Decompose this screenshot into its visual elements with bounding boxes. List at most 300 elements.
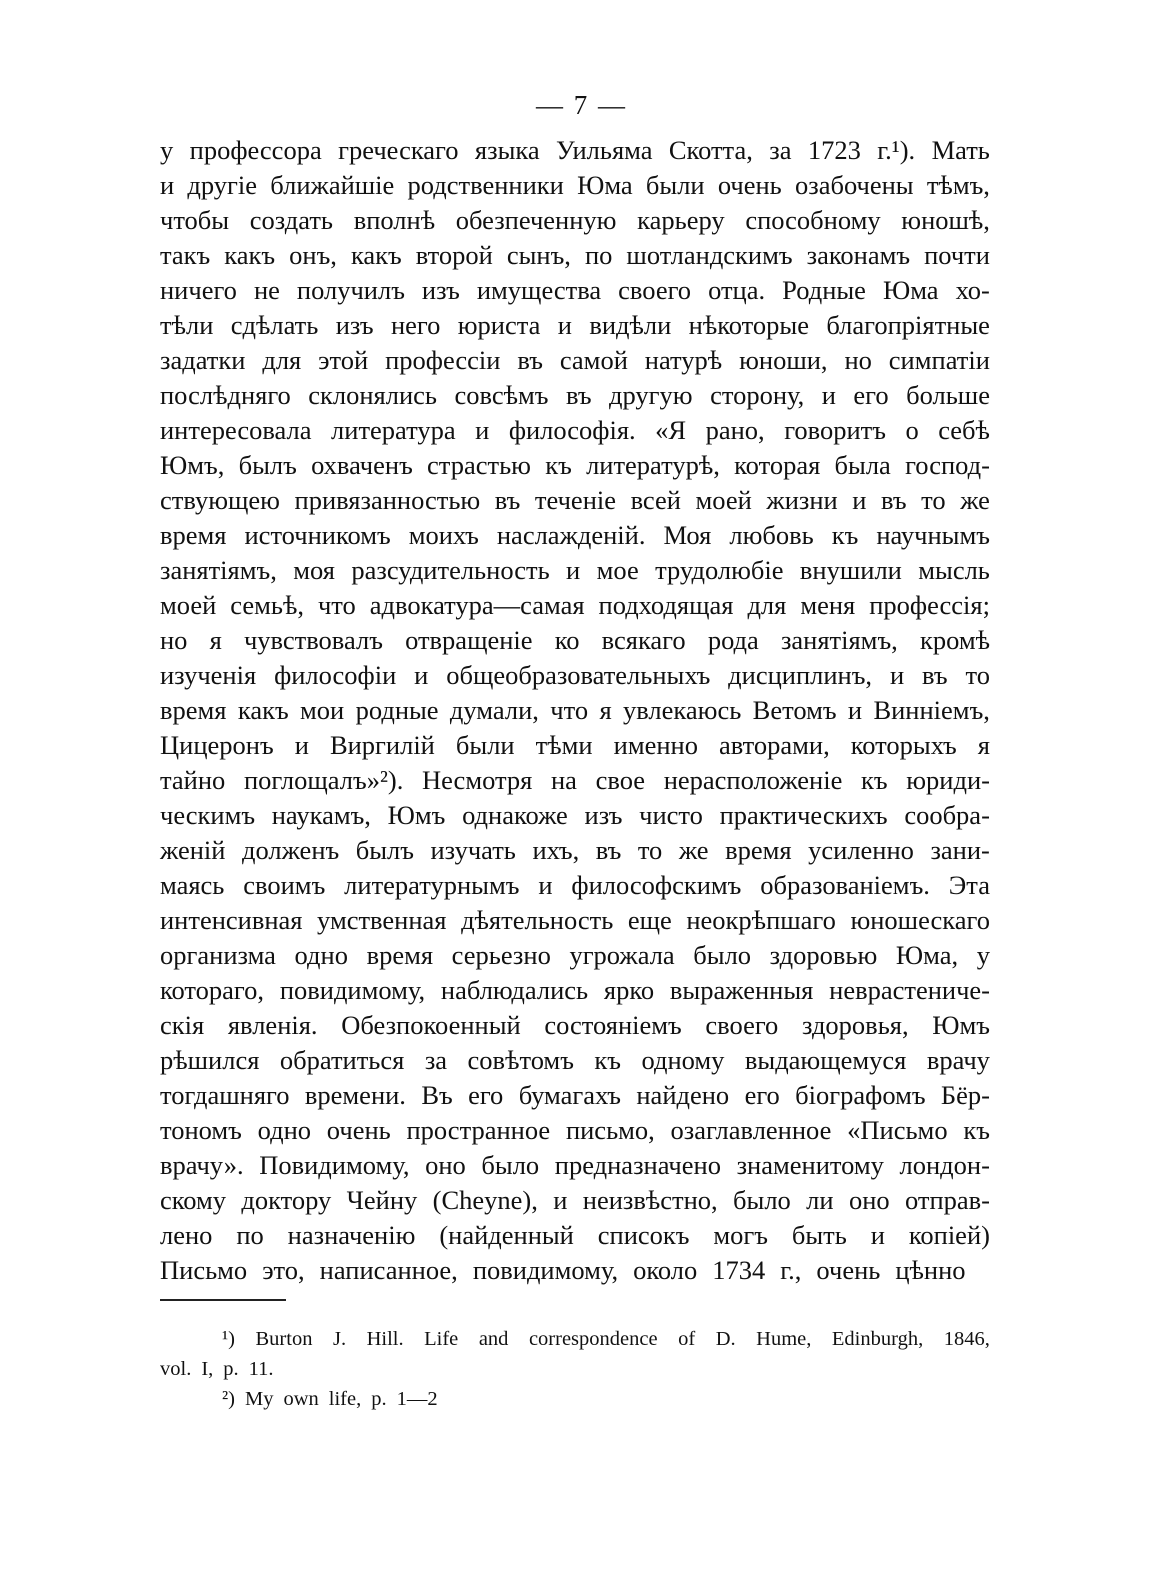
word: изъ [421, 275, 460, 305]
word: Чейну [346, 1185, 418, 1215]
word: авторами, [719, 730, 830, 760]
word: своимъ [243, 870, 326, 900]
word: рѣшился [160, 1045, 260, 1075]
word: лено [160, 1220, 213, 1250]
word: тѣли [160, 310, 214, 340]
word: Бёр- [940, 1080, 990, 1110]
word: однакоже [462, 800, 568, 830]
word: трудолюбіе [655, 555, 784, 585]
word: тономъ [160, 1115, 242, 1145]
word: of [678, 1328, 696, 1350]
word: юриди- [906, 765, 990, 795]
word: Edinburgh, [831, 1328, 924, 1350]
word: котораго, [160, 975, 265, 1005]
word: повидимому, [472, 1255, 619, 1285]
text-line [160, 203, 990, 238]
text-line [160, 1218, 990, 1253]
word: My [244, 1388, 274, 1410]
word: и [566, 555, 581, 585]
word: изъ [584, 800, 623, 830]
word: ²) [222, 1388, 235, 1410]
text-line [160, 448, 990, 483]
word: совѣтомъ [467, 1045, 574, 1075]
word: внушили [799, 555, 902, 585]
word: здоровью [769, 940, 878, 970]
word: дѣятельность [461, 905, 614, 935]
word: нерасположеніе [663, 765, 843, 795]
word: тогдашняго [160, 1080, 290, 1110]
word: я [977, 730, 990, 760]
word: около [633, 1255, 698, 1285]
text-line [160, 343, 990, 378]
word: жизни [766, 485, 838, 515]
text-line [160, 133, 990, 168]
word: я [599, 695, 612, 725]
word: здоровья, [801, 1010, 909, 1040]
word: всякаго [601, 625, 686, 655]
text-line [160, 938, 990, 973]
word: которая [734, 450, 821, 480]
word: ихъ, [532, 835, 580, 865]
text-line [160, 1113, 990, 1148]
word: юношескаго [850, 905, 990, 935]
word: то [965, 660, 990, 690]
word: на [551, 765, 577, 795]
word: къ [831, 520, 859, 550]
word: оно [848, 1185, 890, 1215]
word: ствующею [160, 485, 280, 515]
word: подходящая [598, 590, 734, 620]
word: дисциплинъ, [728, 660, 873, 690]
word: Юмъ, [160, 450, 225, 480]
text-line [160, 238, 990, 273]
word: ¹) [222, 1328, 235, 1350]
word: страстью [427, 450, 531, 480]
word: одно [257, 1115, 312, 1145]
word: чтобы [160, 205, 230, 235]
text-line [160, 763, 990, 798]
word: маясь [160, 870, 225, 900]
word: чисто [639, 800, 703, 830]
word: очень [326, 1115, 391, 1145]
word: обратиться [279, 1045, 405, 1075]
word: моя [293, 555, 335, 585]
word: родственники [407, 170, 564, 200]
word: практическихъ [719, 800, 888, 830]
footnote-2 [160, 1384, 990, 1414]
word: долженъ [241, 835, 340, 865]
word: сообра- [904, 800, 990, 830]
word: явленія. [227, 1010, 318, 1040]
word: усиленно [808, 835, 914, 865]
word: одному [641, 1045, 725, 1075]
text-line [160, 798, 990, 833]
word: изъ [335, 310, 374, 340]
word: 1846, [943, 1328, 990, 1350]
word: то [637, 835, 663, 865]
word: по [584, 240, 613, 270]
word: что [550, 695, 589, 725]
word: выдающемуся [744, 1045, 907, 1075]
word: философіи [274, 660, 397, 690]
word: 11. [248, 1358, 274, 1380]
word: увлекаюсь [623, 695, 742, 725]
word: любовь [729, 520, 814, 550]
word: но [844, 345, 872, 375]
word: занятіямъ, [780, 625, 898, 655]
word: наблюдались [440, 975, 589, 1005]
word: Родные [782, 275, 866, 305]
word: Мать [931, 135, 990, 165]
word: нѣкоторые [688, 310, 809, 340]
word: могъ [713, 1220, 768, 1250]
word: греческаго [338, 135, 459, 165]
word: научнымъ [876, 520, 990, 550]
text-line [160, 308, 990, 343]
word: за [769, 135, 792, 165]
text-line [160, 973, 990, 1008]
word: въ [494, 485, 521, 515]
word: какъ [350, 240, 402, 270]
word: ко [554, 625, 580, 655]
word: источникомъ [244, 520, 391, 550]
word: совсѣмъ [454, 380, 549, 410]
word: времени. [304, 1080, 406, 1110]
word: мое [596, 555, 639, 585]
word: которыхъ [850, 730, 957, 760]
word: оно [425, 1150, 466, 1180]
word: и [821, 380, 836, 410]
word: J. [332, 1328, 347, 1350]
word: Юмъ [387, 800, 446, 830]
word: и [557, 310, 572, 340]
text-line [160, 273, 990, 308]
word: Ветомъ [752, 695, 837, 725]
word: выраженныя [669, 975, 814, 1005]
word: карьеру [637, 205, 725, 235]
word: семьѣ, [230, 590, 304, 620]
word: изученія [160, 660, 257, 690]
word: поглощалъ»²). [243, 765, 404, 795]
word: не [253, 275, 280, 305]
word: г., [780, 1255, 802, 1285]
word: у [160, 135, 174, 165]
word: для [747, 590, 787, 620]
word: D. [715, 1328, 736, 1350]
word: быть [791, 1220, 847, 1250]
word: and [478, 1328, 509, 1350]
word: литературнымъ [344, 870, 520, 900]
word: этой [318, 345, 369, 375]
word: склонялись [308, 380, 438, 410]
word: философскимъ [571, 870, 742, 900]
word: своего [705, 1010, 779, 1040]
word: для [262, 345, 302, 375]
word: и [889, 660, 905, 690]
word: знаменитому [736, 1150, 884, 1180]
word: рано, [705, 415, 765, 445]
word: наукамъ, [271, 800, 371, 830]
word: родные [355, 695, 439, 725]
word: почти [924, 240, 990, 270]
text-line [160, 658, 990, 693]
word: 1723 [807, 135, 861, 165]
word: Life [424, 1328, 459, 1350]
word: найдено [636, 1080, 730, 1110]
word: Уильяма [556, 135, 653, 165]
text-line [160, 588, 990, 623]
word: къ [594, 1045, 621, 1075]
word: но [160, 625, 188, 655]
word: p. [223, 1358, 239, 1380]
main-text [160, 133, 990, 1288]
word: привязанностью [294, 485, 481, 515]
word: 1—2 [396, 1388, 438, 1410]
word: ческимъ [160, 800, 256, 830]
word: и [847, 695, 863, 725]
word: Повидимому, [259, 1150, 410, 1180]
word: назначенію [287, 1220, 416, 1250]
word: и [294, 730, 309, 760]
word: по [236, 1220, 264, 1250]
word: къ [545, 450, 572, 480]
word: въ [881, 485, 907, 515]
word: было [481, 1150, 540, 1180]
word: была [834, 450, 891, 480]
text-line [160, 518, 990, 553]
word: свое [595, 765, 646, 795]
footnote-1-continuation [160, 1354, 990, 1384]
word: одно [294, 940, 348, 970]
word: correspondence [528, 1328, 658, 1350]
word: послѣдняго [160, 380, 291, 410]
word: кромѣ [919, 625, 990, 655]
word: женій [160, 835, 226, 865]
word: было [693, 940, 752, 970]
word: Несмотря [422, 765, 533, 795]
word: время [160, 520, 227, 550]
word: vol. [160, 1358, 192, 1380]
text-line [160, 1043, 990, 1078]
word: время [366, 940, 434, 970]
word: его [468, 1080, 504, 1110]
word: въ [565, 380, 592, 410]
word: то [921, 485, 946, 515]
word: профессора [189, 135, 322, 165]
word: общеобразовательныхъ [446, 660, 711, 690]
word: повидимому, [279, 975, 426, 1005]
word: въ [595, 835, 622, 865]
word: біографомъ [795, 1080, 926, 1110]
word: моихъ [408, 520, 479, 550]
word: доктору [241, 1185, 332, 1215]
word: другіе [187, 170, 258, 200]
word: «Я [655, 415, 687, 445]
word: списокъ [597, 1220, 690, 1250]
word: Обезпокоенный [341, 1010, 521, 1040]
word: г.¹). [877, 135, 916, 165]
word: это, [262, 1255, 305, 1285]
word: были [645, 170, 705, 200]
word: создать [249, 205, 334, 235]
word: симпатіи [888, 345, 990, 375]
word: изучать [430, 835, 516, 865]
word: о [905, 415, 919, 445]
word: мои [300, 695, 345, 725]
word: лондон- [899, 1150, 990, 1180]
text-line [160, 728, 990, 763]
word: Юмъ [932, 1010, 990, 1040]
word: сдѣлать [230, 310, 319, 340]
word: получилъ [296, 275, 405, 305]
word: разсудительность [351, 555, 550, 585]
word: себѣ [938, 415, 990, 445]
word: сынъ, [506, 240, 571, 270]
text-line [160, 693, 990, 728]
word: I, [201, 1358, 214, 1380]
word: ничего [160, 275, 237, 305]
word: въ [922, 660, 948, 690]
word: отправ- [904, 1185, 990, 1215]
word: (найденный [439, 1220, 574, 1250]
word: и [160, 170, 175, 200]
word: (Cheyne), [432, 1185, 538, 1215]
word: обезпеченную [455, 205, 617, 235]
word: интенсивная [160, 905, 303, 935]
word: неврастениче- [829, 975, 990, 1005]
word: врачу». [160, 1150, 244, 1180]
word: наслажденій. [496, 520, 646, 550]
word: были [455, 730, 515, 760]
word: образованіемъ. [760, 870, 930, 900]
word: въ [517, 345, 543, 375]
word: его [853, 380, 889, 410]
word: видѣли [589, 310, 672, 340]
word: угрожала [569, 940, 675, 970]
word: неизвѣстно, [582, 1185, 718, 1215]
word: способному [745, 205, 881, 235]
word: языка [474, 135, 540, 165]
word: занятіямъ, [160, 555, 277, 585]
word: шотландскимъ [626, 240, 793, 270]
word: Юма [577, 170, 633, 200]
word: предназначено [554, 1150, 721, 1180]
word: отца. [708, 275, 766, 305]
word: моей [160, 590, 217, 620]
word: состояніемъ [544, 1010, 682, 1040]
word: за [424, 1045, 448, 1075]
word: скому [160, 1185, 227, 1215]
word: второй [415, 240, 493, 270]
word: литературѣ, [586, 450, 720, 480]
word: профессіи [385, 345, 501, 375]
word: меня [800, 590, 856, 620]
word: охваченъ [311, 450, 413, 480]
word: время [160, 695, 227, 725]
word: Эта [948, 870, 990, 900]
word: юриста [457, 310, 541, 340]
word: теченіе [534, 485, 617, 515]
word: зани- [930, 835, 990, 865]
word: былъ [238, 450, 297, 480]
word: его [744, 1080, 780, 1110]
word: ли [806, 1185, 834, 1215]
text-line [160, 623, 990, 658]
word: натурѣ [644, 345, 723, 375]
word: время [725, 835, 792, 865]
text-line [160, 1253, 990, 1288]
word: я [209, 625, 222, 655]
word: Юма [882, 275, 939, 305]
word: врачу [926, 1045, 990, 1075]
word: думали, [449, 695, 539, 725]
text-line [160, 903, 990, 938]
word: какъ [224, 240, 276, 270]
word: было [733, 1185, 791, 1215]
word: чувствовалъ [243, 625, 383, 655]
word: тѣмъ, [926, 170, 990, 200]
footnote-separator [160, 1299, 286, 1301]
word: Виргилій [329, 730, 435, 760]
word: имущества [476, 275, 602, 305]
word: еще [627, 905, 672, 935]
word: Hill. [366, 1328, 404, 1350]
text-line [160, 378, 990, 413]
word: философія. [508, 415, 636, 445]
word: другую [609, 380, 693, 410]
word: юношѣ, [901, 205, 990, 235]
word: и [538, 870, 553, 900]
text-line [160, 1148, 990, 1183]
word: къ [963, 1115, 990, 1145]
word: своего [618, 275, 692, 305]
word: неокрѣпшаго [686, 905, 836, 935]
word: life, [328, 1388, 362, 1410]
word: Въ [421, 1080, 453, 1110]
word: благопріятные [826, 310, 990, 340]
word: Моя [663, 520, 712, 550]
word: него [390, 310, 441, 340]
word: говоритъ [784, 415, 886, 445]
word: Цицеронъ [160, 730, 274, 760]
word: же [678, 835, 709, 865]
word: сторону, [710, 380, 805, 410]
word: умственная [317, 905, 447, 935]
word: очень [816, 1255, 881, 1285]
word: и [870, 1220, 885, 1250]
word: самой [559, 345, 628, 375]
word: законамъ [806, 240, 911, 270]
word: что [317, 590, 356, 620]
word: адвокатура—самая [369, 590, 585, 620]
word: p. [371, 1388, 387, 1410]
text-line [160, 1078, 990, 1113]
word: мысль [918, 555, 990, 585]
word: интересовала [160, 415, 312, 445]
word: тайно [160, 765, 226, 795]
word: Hume, [756, 1328, 812, 1350]
word: моей [695, 485, 752, 515]
footnotes [160, 1324, 990, 1414]
text-line [160, 833, 990, 868]
word: написанное, [319, 1255, 458, 1285]
word: бумагахъ [518, 1080, 621, 1110]
word: литература [331, 415, 456, 445]
word: own [283, 1388, 319, 1410]
word: организма [160, 940, 276, 970]
word: цѣнно [895, 1255, 966, 1285]
text-line [160, 483, 990, 518]
